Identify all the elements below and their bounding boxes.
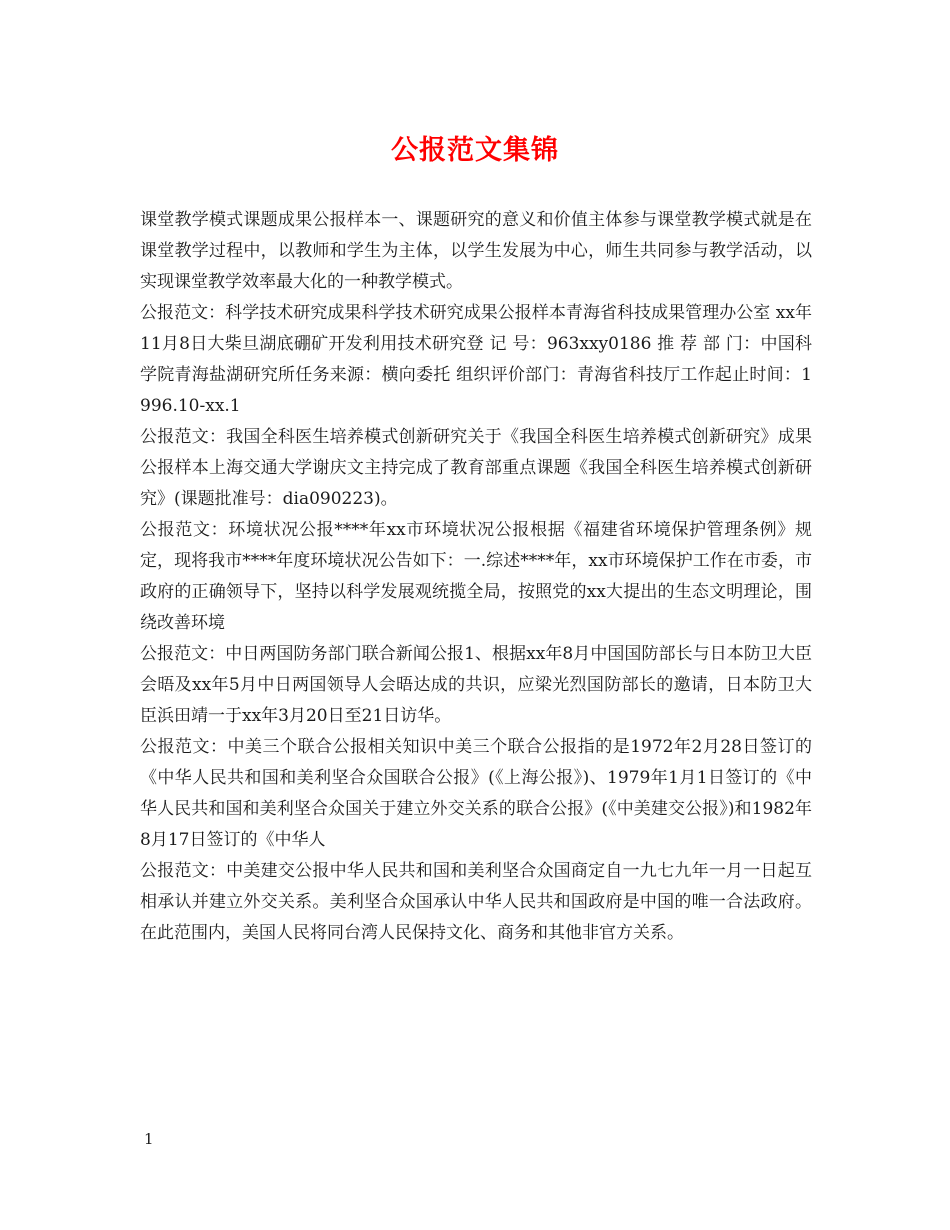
paragraph-4: 公报范文：环境状况公报****年xx市环境状况公报根据《福建省环境保护管理条例》规定，现将我市****年度环境状况公告如下：一.综述****年，xx市环境保护工作在市委，市政府的正确领导下，坚持以科学发展观统揽全局，按照党的xx大提出的生态文明理论，围绕改善环境 bbox=[140, 520, 812, 633]
paragraph-7: 公报范文：中美建交公报中华人民共和国和美利坚合众国商定自一九七九年一月一日起互相承认并建立外交关系。美利坚合众国承认中华人民共和国政府是中国的唯一合法政府。在此范围内，美国人民将同台湾人民保持文化、商务和其他非官方关系。 bbox=[140, 861, 812, 943]
document-title: 公报范文集锦 bbox=[391, 135, 559, 166]
paragraph-6: 公报范文：中美三个联合公报相关知识中美三个联合公报指的是1972年2月28日签订的《中华人民共和国和美利坚合众国联合公报》(《上海公报》)、1979年1月1日签订的《中华人民共和国和美利坚合众国关于建立外交关系的联合公报》(《中美建交公报》)和1982年8月17日签订的《中华人 bbox=[140, 737, 812, 850]
document-body bbox=[140, 205, 818, 949]
paragraph-1: 课堂教学模式课题成果公报样本一、课题研究的意义和价值主体参与课堂教学模式就是在课堂教学过程中，以教师和学生为主体，以学生发展为中心，师生共同参与教学活动，以实现课堂教学效率最大化的一种教学模式。 bbox=[140, 210, 812, 292]
paragraph-5: 公报范文：中日两国防务部门联合新闻公报1、根据xx年8月中国国防部长与日本防卫大臣会晤及xx年5月中日两国领导人会晤达成的共识，应梁光烈国防部长的邀请，日本防卫大臣浜田靖一于xx年3月20日至21日访华。 bbox=[140, 644, 812, 726]
paragraph-3: 公报范文：我国全科医生培养模式创新研究关于《我国全科医生培养模式创新研究》成果公报样本上海交通大学谢庆文主持完成了教育部重点课题《我国全科医生培养模式创新研究》(课题批准号：dia090223)。 bbox=[140, 427, 812, 509]
page-number: 1 bbox=[144, 1130, 154, 1148]
paragraph-2: 公报范文：科学技术研究成果科学技术研究成果公报样本青海省科技成果管理办公室 xx年 11月8日大柴旦湖底硼矿开发利用技术研究登 记 号：963xxy0186 推 荐 部 门：中国科学院青海盐湖研究所任务来源：横向委托 组织评价部门：青海省科技厅工作起止时间：1996.10-xx.1 bbox=[140, 303, 818, 416]
